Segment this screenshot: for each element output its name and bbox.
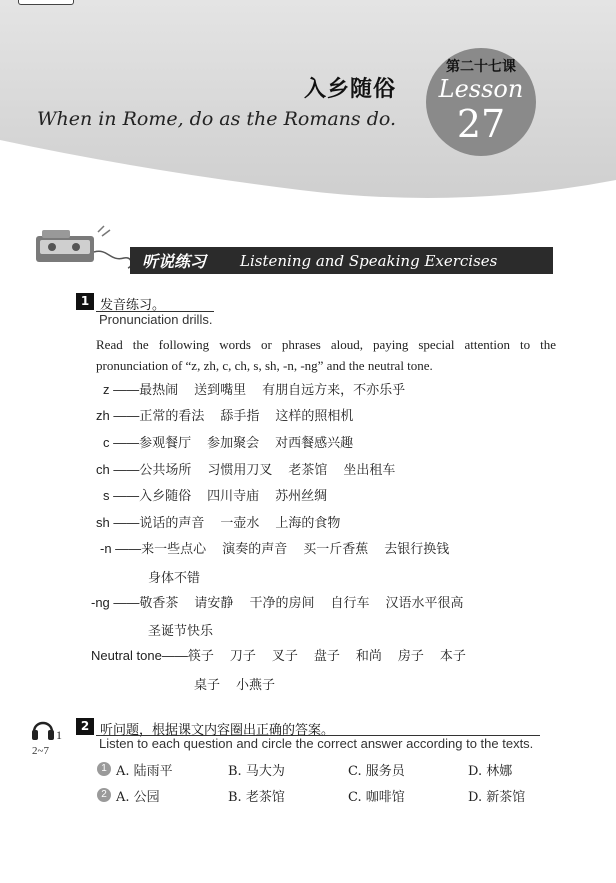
exercise-title: 听问题，根据课文内容圈出正确的答案。 bbox=[100, 723, 335, 738]
drill-row-ng-continued: 圣诞节快乐 bbox=[148, 624, 214, 639]
drill-row-n bbox=[100, 540, 465, 559]
drill-item: 正常的看法 bbox=[139, 409, 205, 424]
drill-item: 自行车 bbox=[330, 596, 370, 611]
drill-item: 这样的照相机 bbox=[275, 409, 354, 424]
drill-item: 汉语水平很高 bbox=[385, 596, 464, 611]
drill-item: 筷子 bbox=[187, 649, 214, 664]
drill-item: 习惯用刀叉 bbox=[207, 463, 273, 478]
drill-row-ch bbox=[96, 461, 411, 480]
exercise-title: 发音练习。 bbox=[100, 298, 166, 313]
drill-item: 叉子 bbox=[271, 649, 298, 664]
exercise-number: 1 bbox=[76, 293, 94, 310]
section-title-english: Listening and Speaking Exercises bbox=[240, 252, 498, 270]
answer-option[interactable]: A. 公园 bbox=[116, 790, 160, 805]
lesson-title-english: When in Rome, do as the Romans do. bbox=[36, 108, 396, 130]
exercise-subtitle: Listen to each question and circle the correct answer according to the texts. bbox=[99, 736, 534, 751]
question-number: 2 bbox=[97, 788, 111, 802]
drill-label: -n —— bbox=[100, 541, 142, 556]
drill-label: ch —— bbox=[96, 462, 140, 477]
lesson-number: 27 bbox=[456, 102, 506, 146]
drill-label: Neutral tone—— bbox=[91, 648, 188, 663]
drill-item: 请安静 bbox=[194, 596, 234, 611]
track-number: 1 bbox=[56, 728, 62, 742]
drill-row-ng bbox=[91, 594, 479, 613]
drill-row-neutral-continued bbox=[194, 674, 275, 693]
answer-option[interactable]: D. 林娜 bbox=[468, 764, 513, 779]
answer-option[interactable]: C. 服务员 bbox=[348, 764, 405, 779]
drill-item: 去银行换钱 bbox=[384, 542, 450, 557]
drill-item: 和尚 bbox=[355, 649, 382, 664]
drill-item: 最热闹 bbox=[139, 383, 179, 398]
drill-row-s bbox=[103, 487, 343, 506]
drill-row-zh bbox=[96, 407, 369, 426]
answer-option[interactable]: C. 咖啡馆 bbox=[348, 790, 405, 805]
exercise-number: 2 bbox=[76, 718, 94, 735]
drill-row-c bbox=[103, 434, 369, 453]
drill-item: 演奏的声音 bbox=[222, 542, 288, 557]
drill-item: 有朋自远方来，不亦乐乎 bbox=[262, 383, 406, 398]
drill-item: 小燕子 bbox=[236, 678, 276, 693]
answer-option[interactable]: B. 老茶馆 bbox=[228, 790, 285, 805]
drill-item: 坐出租车 bbox=[343, 463, 396, 478]
drill-item: 苏州丝绸 bbox=[275, 489, 328, 504]
drill-item: 参观餐厅 bbox=[139, 436, 192, 451]
section-title-chinese: 听说练习 bbox=[142, 252, 207, 271]
drill-label: sh —— bbox=[96, 515, 140, 530]
drill-label: -ng —— bbox=[91, 595, 140, 610]
drill-item: 老茶馆 bbox=[288, 463, 328, 478]
page-tab-marker bbox=[18, 0, 74, 5]
drill-row-sh bbox=[96, 514, 356, 533]
lesson-title-chinese: 入乡随俗 bbox=[303, 77, 396, 102]
drill-item: 本子 bbox=[439, 649, 466, 664]
drill-item: 送到嘴里 bbox=[194, 383, 247, 398]
lesson-number-chinese: 第二十七课 bbox=[446, 59, 516, 75]
exercise-instructions: Read the following words or phrases aloud, paying special attention to the pronunciation of “z, zh, c, ch, s, sh, -n, -ng” and the neutral tone. bbox=[96, 337, 556, 373]
drill-label: c —— bbox=[103, 435, 140, 450]
drill-row-n-continued: 身体不错 bbox=[148, 571, 201, 586]
question-number: 1 bbox=[97, 762, 111, 776]
drill-item: 盘子 bbox=[313, 649, 340, 664]
drill-item: 桌子 bbox=[194, 678, 221, 693]
drill-item: 入乡随俗 bbox=[139, 489, 192, 504]
drill-item: 公共场所 bbox=[139, 463, 192, 478]
drill-item: 敬香茶 bbox=[139, 596, 179, 611]
drill-item: 房子 bbox=[397, 649, 424, 664]
drill-item: 买一斤香蕉 bbox=[303, 542, 369, 557]
drill-label: s —— bbox=[103, 488, 140, 503]
answer-option[interactable]: D. 新茶馆 bbox=[468, 790, 526, 805]
drill-item: 四川寺庙 bbox=[207, 489, 260, 504]
drill-item: 一壶水 bbox=[220, 516, 260, 531]
drill-item: 来一些点心 bbox=[141, 542, 207, 557]
drill-item: 上海的食物 bbox=[275, 516, 341, 531]
lesson-badge bbox=[426, 48, 536, 156]
answer-option[interactable]: A. 陆雨平 bbox=[116, 764, 173, 779]
drill-item: 对西餐感兴趣 bbox=[275, 436, 354, 451]
lesson-label: Lesson bbox=[438, 75, 524, 103]
drill-item: 参加聚会 bbox=[207, 436, 260, 451]
exercise-subtitle: Pronunciation drills. bbox=[99, 312, 213, 327]
track-range: 2~7 bbox=[32, 745, 49, 757]
drill-label: z —— bbox=[103, 382, 140, 397]
drill-item: 干净的房间 bbox=[249, 596, 315, 611]
drill-item: 说话的声音 bbox=[139, 516, 205, 531]
drill-item: 刀子 bbox=[229, 649, 256, 664]
cassette-recorder-icon bbox=[28, 222, 138, 274]
drill-label: zh —— bbox=[96, 408, 140, 423]
drill-row-z bbox=[103, 381, 421, 400]
drill-item: 舔手指 bbox=[220, 409, 260, 424]
drill-row-neutral-tone bbox=[91, 647, 482, 666]
answer-option[interactable]: B. 马大为 bbox=[228, 764, 285, 779]
